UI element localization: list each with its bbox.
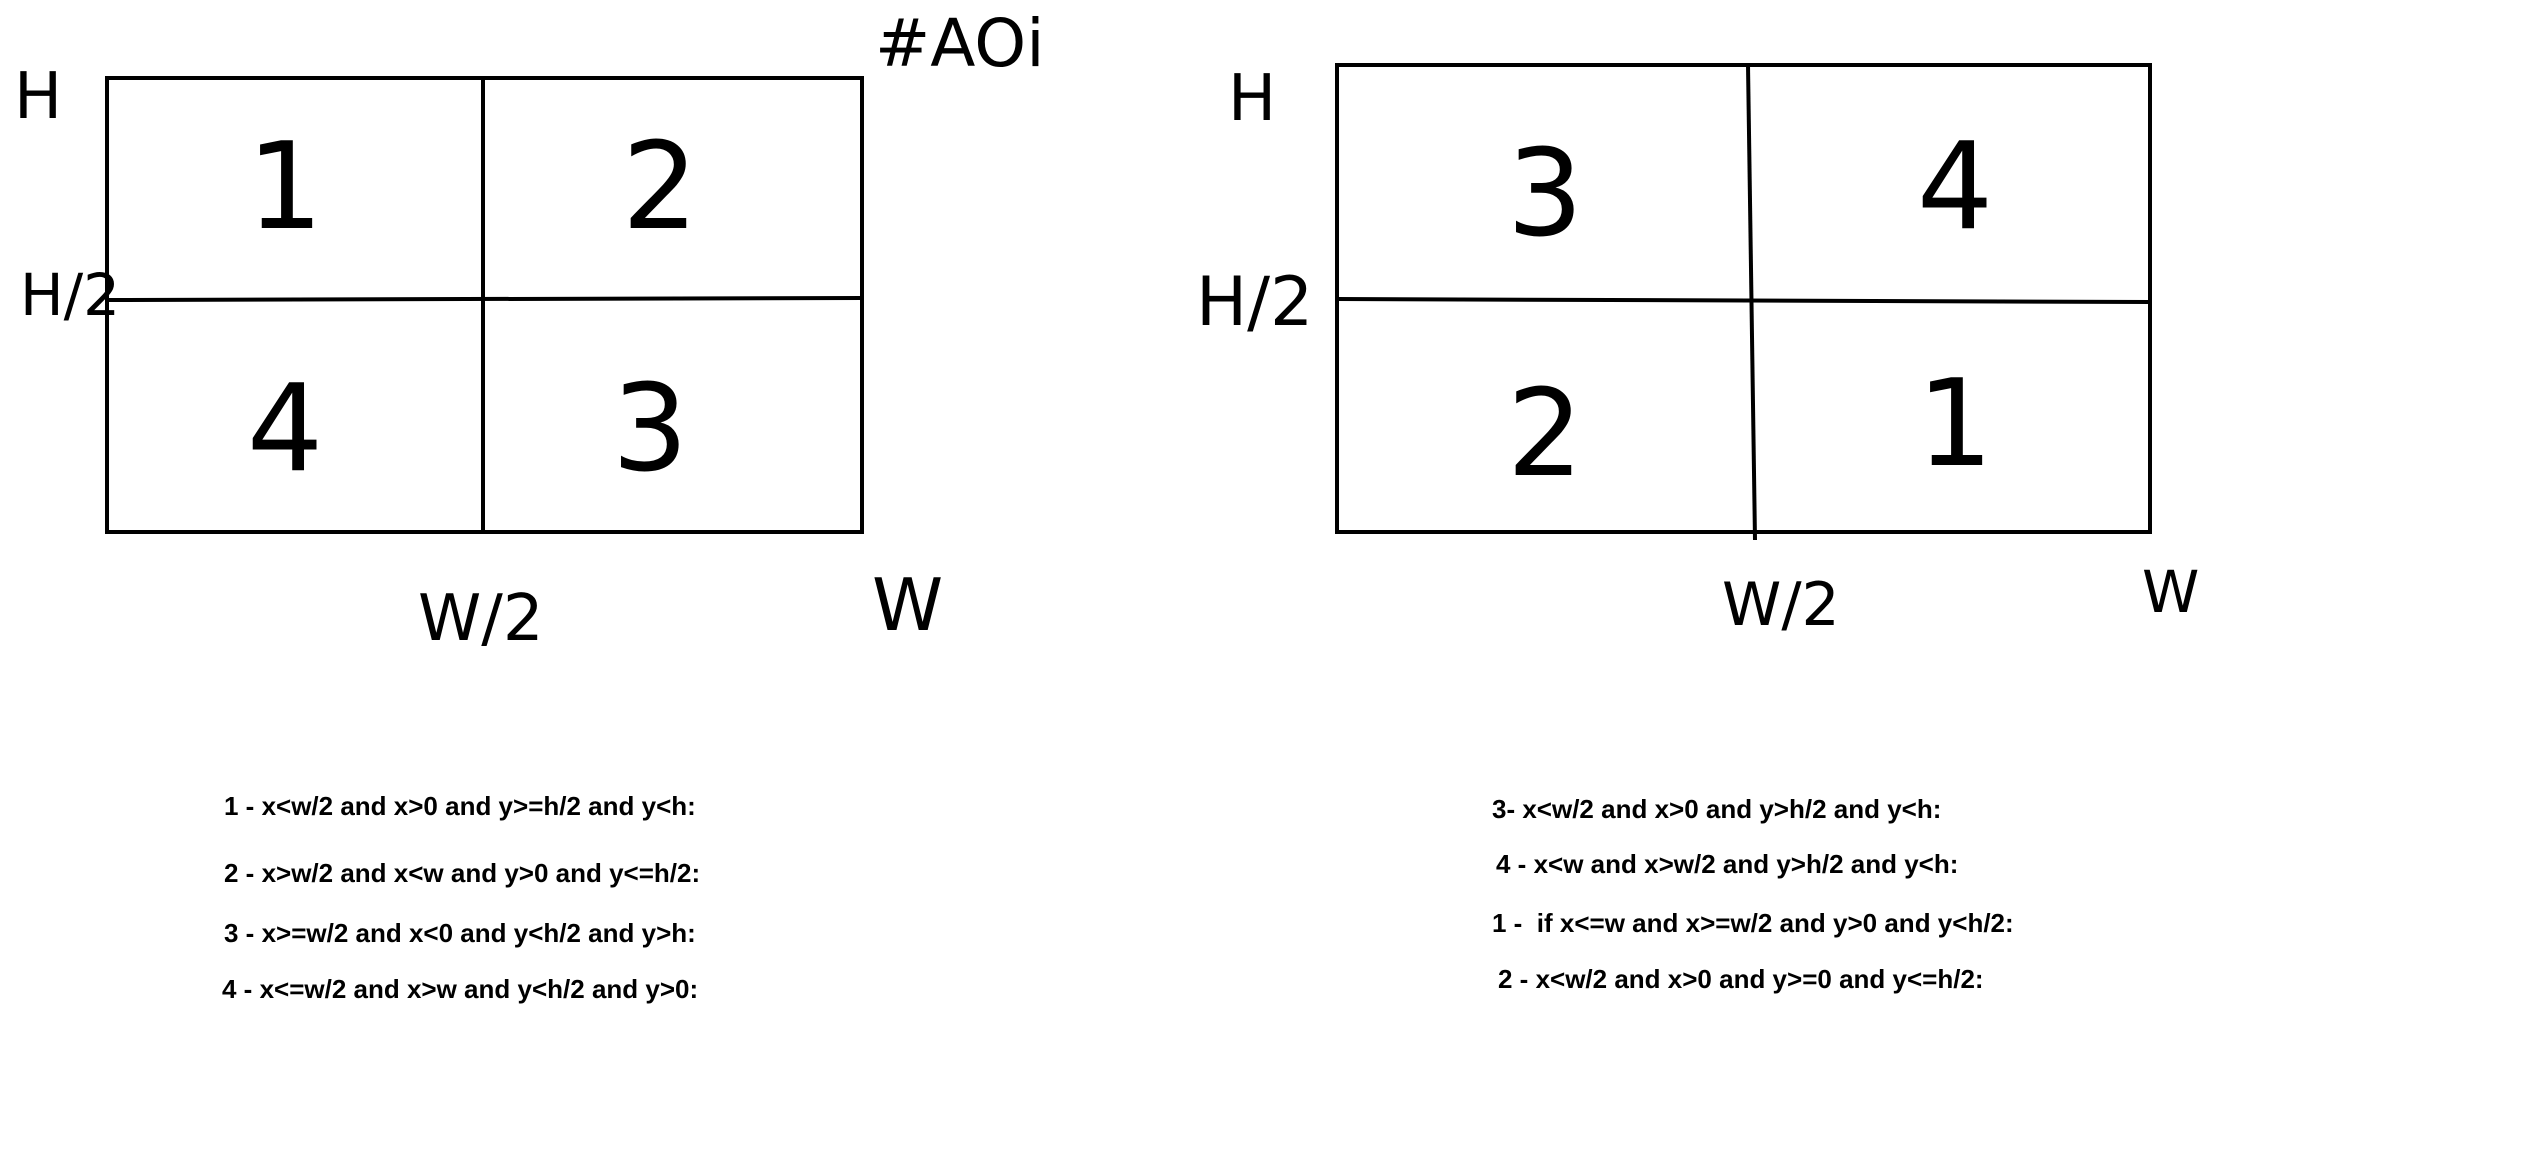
right-rule-4: 2 - x<w/2 and x>0 and y>=0 and y<=h/2: — [1498, 964, 1984, 994]
left-axis-label-mid-y: H/2 — [20, 261, 121, 329]
left-diagram — [14, 5, 1045, 656]
left-quadrant-bottom-right: 3 — [611, 360, 689, 499]
left-rule-4: 4 - x<=w/2 and x>w and y<h/2 and y>0: — [222, 974, 699, 1004]
right-quadrant-top-left: 3 — [1506, 125, 1584, 264]
left-quadrant-bottom-left: 4 — [246, 360, 324, 499]
left-quadrant-top-left: 1 — [246, 118, 324, 257]
left-rule-1: 1 - x<w/2 and x>0 and y>=h/2 and y<h: — [224, 791, 696, 821]
right-rule-3: 1 - if x<=w and x>=w/2 and y>0 and y<h/2: — [1492, 908, 2014, 938]
right-rule-1: 3- x<w/2 and x>0 and y>h/2 and y<h: — [1492, 794, 1942, 824]
left-rule-3: 3 - x>=w/2 and x<0 and y<h/2 and y>h: — [224, 918, 696, 948]
right-quadrant-bottom-right: 1 — [1916, 355, 1994, 494]
left-axis-label-top: H — [14, 60, 63, 134]
left-axis-label-mid-x: W/2 — [418, 582, 544, 656]
right-quadrant-bottom-left: 2 — [1506, 365, 1584, 504]
right-axis-label-mid-x: W/2 — [1722, 570, 1840, 640]
right-axis-label-right: W — [2142, 558, 2200, 626]
left-rule-2: 2 - x>w/2 and x<w and y>0 and y<=h/2: — [224, 858, 701, 888]
right-diagram — [1196, 62, 2199, 640]
left-horizontal-divider — [107, 298, 862, 300]
left-axis-label-right: W — [872, 563, 944, 647]
left-corner-annotation: #AOi — [875, 5, 1045, 82]
right-axis-label-top: H — [1228, 62, 1277, 136]
right-quadrant-top-right: 4 — [1916, 118, 1994, 257]
right-horizontal-divider — [1337, 299, 2150, 302]
right-axis-label-mid-y: H/2 — [1196, 263, 1314, 342]
left-quadrant-top-right: 2 — [621, 118, 699, 257]
right-rule-2: 4 - x<w and x>w/2 and y>h/2 and y<h: — [1496, 849, 1959, 879]
